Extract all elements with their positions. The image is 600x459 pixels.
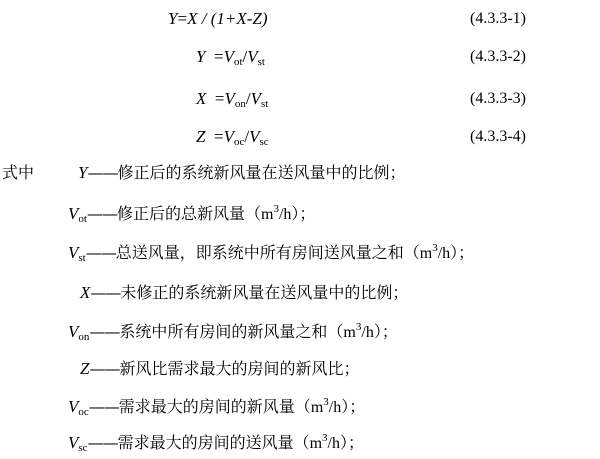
equation-4-number: (4.3.3-4): [470, 128, 526, 145]
equation-4: [196, 126, 269, 148]
equation-1-number: (4.3.3-1): [470, 10, 526, 27]
definition-x-text: 未修正的系统新风量在送风量中的比例；: [120, 283, 409, 302]
equation-4-formula: $Z =V_{oc}/V_{sc}$: [196, 127, 269, 148]
definition-vst: $V_{st}——$总送风量，即系统中所有房间送风量之和$(m^3/h)$；: [68, 242, 475, 264]
symbol-z: Z: [80, 359, 90, 378]
symbol-y: Y: [78, 163, 88, 182]
equation-1-formula: Y=X / (1+X-Z): [168, 9, 268, 28]
definition-vsc: $V_{sc}——$需求最大的房间的送风量$(m^3/h)$；: [68, 432, 365, 454]
definition-z: Z——新风比需求最大的房间的新风比；: [80, 359, 360, 378]
symbol-x: X: [80, 283, 91, 302]
equation-2-number: (4.3.3-2): [470, 48, 526, 65]
equation-2-formula: $Y =V_{ot}/V_{st}$: [196, 47, 265, 68]
symbol-vsc: V: [68, 433, 79, 452]
equation-1: [168, 8, 268, 30]
definition-y: Y——修正后的系统新风量在送风量中的比例；: [78, 163, 406, 182]
equation-3-number: (4.3.3-3): [470, 90, 526, 107]
definition-von: $V_{on}——$系统中所有房间的新风量之和$(m^3/h)$；: [68, 321, 398, 343]
equation-3-formula: $X =V_{on}/V_{st}$: [196, 89, 269, 110]
definition-voc: $V_{oc}——$需求最大的房间的新风量$(m^3/h)$；: [68, 396, 366, 418]
definition-z-text: 新风比需求最大的房间的新风比；: [119, 359, 360, 378]
definition-y-text: 修正后的系统新风量在送风量中的比例；: [117, 163, 406, 182]
symbol-vst: V: [68, 243, 79, 262]
definition-vot: $V_{ot}——$修正后的总新风量$(m^3/h)$；: [68, 203, 316, 225]
symbol-vot: V: [68, 204, 79, 223]
symbol-voc: V: [68, 397, 79, 416]
where-label: 式中: [2, 163, 35, 182]
definition-x: X——未修正的系统新风量在送风量中的比例；: [80, 283, 409, 302]
equation-3: [196, 88, 268, 110]
symbol-von: V: [68, 322, 79, 341]
equation-2: [196, 46, 265, 68]
